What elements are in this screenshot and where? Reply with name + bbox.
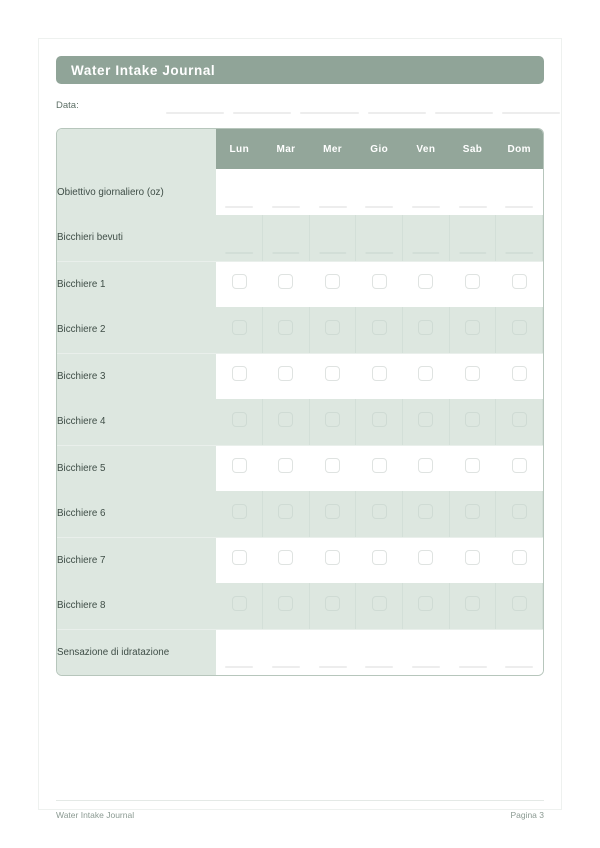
checkbox-cell[interactable]: [356, 445, 403, 491]
table-row: [57, 261, 543, 307]
checkbox-icon[interactable]: [372, 274, 387, 289]
table-header-row: [57, 129, 543, 169]
write-in-cell[interactable]: [403, 629, 450, 675]
date-label: Data:: [56, 100, 79, 111]
checkbox-cell[interactable]: [449, 491, 496, 537]
write-in-cell[interactable]: [449, 215, 496, 261]
day-header-mar: Mar: [263, 129, 310, 169]
write-in-cell[interactable]: [263, 215, 310, 261]
date-line-segment[interactable]: [300, 112, 358, 114]
checkbox-icon[interactable]: [418, 366, 433, 381]
write-in-line: [459, 252, 486, 254]
table-row: [57, 399, 543, 445]
write-in-cell[interactable]: [403, 215, 450, 261]
checkbox-cell[interactable]: [263, 491, 310, 537]
checkbox-cell[interactable]: [216, 491, 263, 537]
checkbox-icon[interactable]: [418, 320, 433, 335]
checkbox-cell[interactable]: [263, 307, 310, 353]
checkbox-icon[interactable]: [232, 274, 247, 289]
checkbox-cell[interactable]: [496, 307, 543, 353]
checkbox-icon[interactable]: [512, 458, 527, 473]
checkbox-icon[interactable]: [278, 412, 293, 427]
write-in-cell[interactable]: [496, 215, 543, 261]
checkbox-icon[interactable]: [418, 412, 433, 427]
write-in-cell[interactable]: [496, 629, 543, 675]
table-row: [57, 307, 543, 353]
checkbox-icon[interactable]: [278, 366, 293, 381]
checkbox-icon[interactable]: [512, 274, 527, 289]
checkbox-cell[interactable]: [449, 537, 496, 583]
checkbox-icon[interactable]: [278, 550, 293, 565]
checkbox-icon[interactable]: [465, 596, 480, 611]
checkbox-icon[interactable]: [232, 550, 247, 565]
write-in-line: [505, 206, 533, 208]
write-in-cell[interactable]: [309, 215, 356, 261]
checkbox-icon[interactable]: [325, 550, 340, 565]
checkbox-cell[interactable]: [403, 399, 450, 445]
row-label: Bicchieri bevuti: [57, 215, 216, 261]
row-label: Sensazione di idratazione: [57, 629, 216, 675]
checkbox-icon[interactable]: [278, 458, 293, 473]
checkbox-icon[interactable]: [372, 412, 387, 427]
row-label: Bicchiere 8: [57, 583, 216, 629]
date-line-segment[interactable]: [166, 112, 224, 114]
checkbox-icon[interactable]: [418, 504, 433, 519]
write-in-line: [272, 252, 299, 254]
row-label: Bicchiere 7: [57, 537, 216, 583]
day-header-sab: Sab: [449, 129, 496, 169]
row-label: Obiettivo giornaliero (oz): [57, 169, 216, 215]
checkbox-icon[interactable]: [465, 550, 480, 565]
write-in-line: [319, 666, 347, 668]
write-in-line: [319, 206, 347, 208]
checkbox-cell[interactable]: [309, 261, 356, 307]
row-label: Bicchiere 1: [57, 261, 216, 307]
checkbox-cell[interactable]: [449, 399, 496, 445]
write-in-line: [272, 206, 300, 208]
write-in-line: [412, 252, 439, 254]
row-label: Bicchiere 6: [57, 491, 216, 537]
water-intake-table: [56, 128, 544, 676]
checkbox-cell[interactable]: [356, 261, 403, 307]
checkbox-icon[interactable]: [232, 320, 247, 335]
checkbox-cell[interactable]: [356, 583, 403, 629]
write-in-cell[interactable]: [356, 169, 403, 215]
row-label: Bicchiere 5: [57, 445, 216, 491]
write-in-line: [505, 666, 533, 668]
checkbox-cell[interactable]: [403, 445, 450, 491]
checkbox-cell[interactable]: [263, 537, 310, 583]
checkbox-icon[interactable]: [512, 320, 527, 335]
checkbox-cell[interactable]: [496, 491, 543, 537]
checkbox-cell[interactable]: [356, 307, 403, 353]
checkbox-cell[interactable]: [216, 445, 263, 491]
checkbox-icon[interactable]: [372, 596, 387, 611]
table-corner-header: [57, 129, 216, 169]
checkbox-icon[interactable]: [278, 320, 293, 335]
date-write-in-lines[interactable]: [166, 112, 560, 114]
checkbox-icon[interactable]: [372, 320, 387, 335]
checkbox-cell[interactable]: [216, 399, 263, 445]
write-in-line: [412, 666, 440, 668]
checkbox-icon[interactable]: [325, 320, 340, 335]
table-row: [57, 583, 543, 629]
table-row: [57, 629, 543, 675]
checkbox-cell[interactable]: [449, 353, 496, 399]
write-in-cell[interactable]: [496, 169, 543, 215]
write-in-line: [225, 206, 253, 208]
checkbox-icon[interactable]: [325, 504, 340, 519]
checkbox-cell[interactable]: [403, 537, 450, 583]
checkbox-icon[interactable]: [372, 458, 387, 473]
write-in-cell[interactable]: [263, 629, 310, 675]
checkbox-cell[interactable]: [356, 353, 403, 399]
checkbox-cell[interactable]: [403, 353, 450, 399]
day-header-gio: Gio: [356, 129, 403, 169]
checkbox-cell[interactable]: [309, 491, 356, 537]
checkbox-icon[interactable]: [465, 504, 480, 519]
write-in-line: [225, 666, 253, 668]
checkbox-cell[interactable]: [449, 583, 496, 629]
row-label: Bicchiere 2: [57, 307, 216, 353]
checkbox-cell[interactable]: [309, 353, 356, 399]
row-label: Bicchiere 4: [57, 399, 216, 445]
checkbox-icon[interactable]: [465, 366, 480, 381]
table-row: [57, 215, 543, 261]
page-title: Water Intake Journal: [71, 62, 216, 78]
checkbox-cell[interactable]: [309, 445, 356, 491]
checkbox-icon[interactable]: [232, 458, 247, 473]
checkbox-icon[interactable]: [512, 504, 527, 519]
write-in-line: [505, 252, 532, 254]
table-row: [57, 353, 543, 399]
checkbox-cell[interactable]: [263, 445, 310, 491]
checkbox-cell[interactable]: [309, 307, 356, 353]
checkbox-icon[interactable]: [232, 366, 247, 381]
checkbox-cell[interactable]: [356, 399, 403, 445]
checkbox-icon[interactable]: [232, 504, 247, 519]
checkbox-icon[interactable]: [278, 504, 293, 519]
checkbox-icon[interactable]: [418, 274, 433, 289]
checkbox-cell[interactable]: [263, 583, 310, 629]
write-in-cell[interactable]: [449, 629, 496, 675]
checkbox-cell[interactable]: [263, 399, 310, 445]
date-line-segment[interactable]: [368, 112, 426, 114]
checkbox-cell[interactable]: [263, 353, 310, 399]
checkbox-cell[interactable]: [403, 261, 450, 307]
write-in-cell[interactable]: [309, 169, 356, 215]
checkbox-icon[interactable]: [465, 274, 480, 289]
write-in-line: [319, 252, 346, 254]
checkbox-icon[interactable]: [325, 458, 340, 473]
write-in-cell[interactable]: [356, 629, 403, 675]
write-in-line: [459, 666, 487, 668]
write-in-line: [459, 206, 487, 208]
checkbox-icon[interactable]: [232, 596, 247, 611]
checkbox-cell[interactable]: [216, 261, 263, 307]
write-in-line: [365, 206, 393, 208]
write-in-line: [225, 252, 253, 254]
checkbox-cell[interactable]: [449, 261, 496, 307]
checkbox-cell[interactable]: [403, 491, 450, 537]
checkbox-cell[interactable]: [263, 261, 310, 307]
checkbox-cell[interactable]: [449, 307, 496, 353]
write-in-line: [366, 252, 393, 254]
checkbox-cell[interactable]: [496, 261, 543, 307]
write-in-cell[interactable]: [356, 215, 403, 261]
checkbox-cell[interactable]: [403, 307, 450, 353]
checkbox-cell[interactable]: [216, 307, 263, 353]
day-header-dom: Dom: [496, 129, 543, 169]
write-in-line: [365, 666, 393, 668]
day-header-mer: Mer: [309, 129, 356, 169]
write-in-line: [412, 206, 440, 208]
checkbox-icon[interactable]: [232, 412, 247, 427]
checkbox-icon[interactable]: [465, 458, 480, 473]
date-field-row: [56, 100, 560, 116]
checkbox-cell[interactable]: [496, 445, 543, 491]
checkbox-icon[interactable]: [418, 458, 433, 473]
footer-page-number: Pagina 3: [510, 810, 544, 820]
checkbox-icon[interactable]: [465, 412, 480, 427]
checkbox-icon[interactable]: [325, 412, 340, 427]
date-line-segment[interactable]: [502, 112, 560, 114]
checkbox-icon[interactable]: [325, 366, 340, 381]
table-row: [57, 169, 543, 215]
footer-document-name: Water Intake Journal: [56, 810, 135, 820]
write-in-cell[interactable]: [216, 215, 263, 261]
page-footer: [56, 800, 544, 820]
table-row: [57, 445, 543, 491]
write-in-cell[interactable]: [309, 629, 356, 675]
document-title-bar: [56, 56, 544, 84]
write-in-cell[interactable]: [216, 629, 263, 675]
checkbox-icon[interactable]: [512, 412, 527, 427]
checkbox-cell[interactable]: [356, 537, 403, 583]
checkbox-cell[interactable]: [496, 399, 543, 445]
table-row: [57, 491, 543, 537]
checkbox-icon[interactable]: [418, 550, 433, 565]
checkbox-cell[interactable]: [216, 583, 263, 629]
checkbox-icon[interactable]: [512, 550, 527, 565]
write-in-cell[interactable]: [263, 169, 310, 215]
checkbox-cell[interactable]: [309, 583, 356, 629]
checkbox-icon[interactable]: [372, 550, 387, 565]
row-label: Bicchiere 3: [57, 353, 216, 399]
checkbox-cell[interactable]: [309, 537, 356, 583]
checkbox-icon[interactable]: [418, 596, 433, 611]
table-row: [57, 537, 543, 583]
checkbox-cell[interactable]: [216, 353, 263, 399]
day-header-ven: Ven: [403, 129, 450, 169]
checkbox-cell[interactable]: [216, 537, 263, 583]
checkbox-cell[interactable]: [449, 445, 496, 491]
checkbox-cell[interactable]: [356, 491, 403, 537]
write-in-cell[interactable]: [216, 169, 263, 215]
checkbox-icon[interactable]: [325, 274, 340, 289]
checkbox-icon[interactable]: [372, 504, 387, 519]
date-line-segment[interactable]: [233, 112, 291, 114]
date-line-segment[interactable]: [435, 112, 493, 114]
checkbox-icon[interactable]: [512, 366, 527, 381]
write-in-line: [272, 666, 300, 668]
write-in-cell[interactable]: [449, 169, 496, 215]
checkbox-cell[interactable]: [403, 583, 450, 629]
checkbox-cell[interactable]: [496, 353, 543, 399]
checkbox-icon[interactable]: [325, 596, 340, 611]
checkbox-icon[interactable]: [465, 320, 480, 335]
checkbox-cell[interactable]: [496, 537, 543, 583]
day-header-lun: Lun: [216, 129, 263, 169]
write-in-cell[interactable]: [403, 169, 450, 215]
checkbox-cell[interactable]: [496, 583, 543, 629]
checkbox-icon[interactable]: [278, 596, 293, 611]
checkbox-cell[interactable]: [309, 399, 356, 445]
checkbox-icon[interactable]: [372, 366, 387, 381]
checkbox-icon[interactable]: [278, 274, 293, 289]
checkbox-icon[interactable]: [512, 596, 527, 611]
table-body: [57, 169, 543, 675]
